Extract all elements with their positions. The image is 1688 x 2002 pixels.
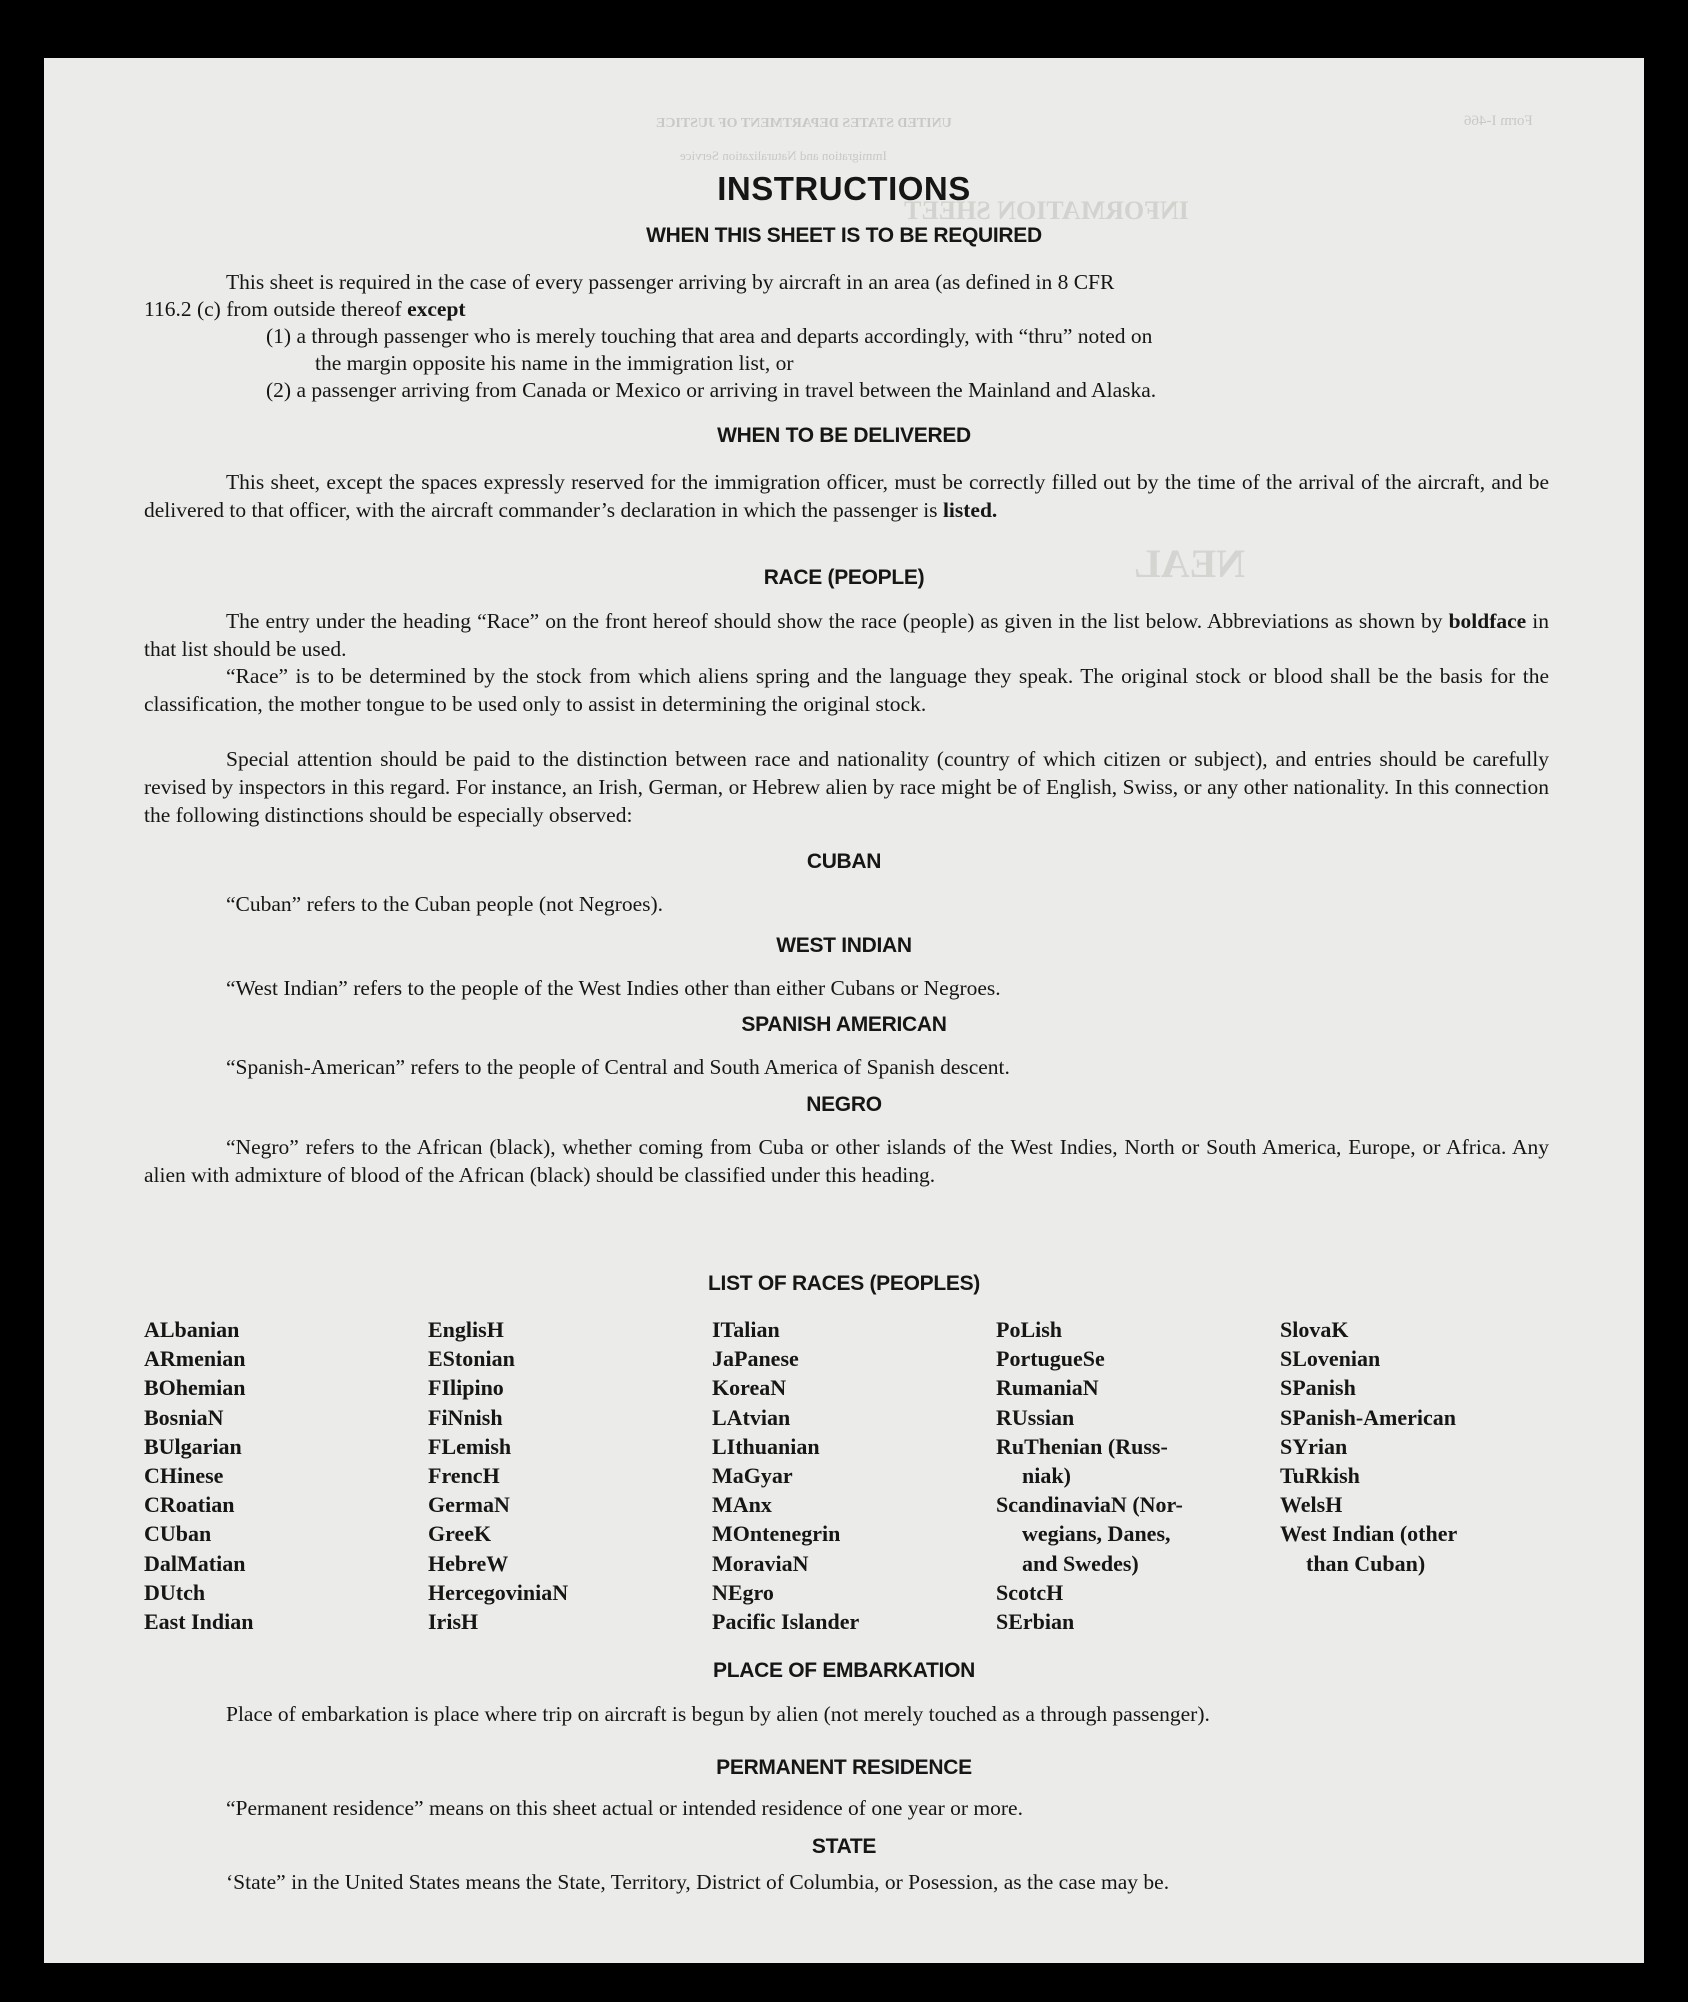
race-item: JaPanese <box>712 1346 799 1372</box>
race-item: East Indian <box>144 1609 254 1635</box>
race-item: ALbanian <box>144 1317 240 1342</box>
race-item: SPanish-American <box>1280 1404 1456 1430</box>
race-item: WelsH <box>1280 1492 1343 1518</box>
race-p1-boldface: boldface <box>1448 609 1527 633</box>
instruction-sheet <box>44 58 1644 1963</box>
west-indian-text: “West Indian” refers to the people of the West Indies other than either Cubans or Negroes. <box>226 976 1001 1000</box>
race-item: ARmenian <box>144 1346 246 1372</box>
races-column-3 <box>712 1315 859 1636</box>
race-item: CHinese <box>144 1463 224 1489</box>
race-item: and Swedes) <box>1022 1550 1139 1576</box>
race-item: LIthuanian <box>712 1433 820 1459</box>
race-item: niak) <box>1022 1463 1071 1489</box>
heading-race: RACE (PEOPLE) <box>763 566 925 589</box>
race-item: HercegoviniaN <box>428 1579 569 1605</box>
race-item: FLemish <box>428 1433 512 1459</box>
when-delivered-listed: listed. <box>942 498 998 522</box>
race-item: PortugueSe <box>996 1346 1105 1372</box>
race-item: FiNnish <box>428 1404 503 1430</box>
heading-state: STATE <box>811 1835 877 1858</box>
when-required-item1-line1: (1) a through passenger who is merely touching that area and departs accordingly, with “thru” noted on <box>266 324 1153 348</box>
race-item: wegians, Danes, <box>1022 1521 1171 1547</box>
bleed-through-service: Immigration and Naturalization Service <box>680 148 887 163</box>
when-delivered-body: This sheet, except the spaces expressly reserved for the immigration officer, must be correctly filled out by the time of the arrival of the aircraft, and be delivered to that officer, with the aircraft commander’s declaration in which the passenger is <box>144 470 1549 522</box>
race-item: FrencH <box>428 1463 500 1489</box>
races-column-2 <box>428 1315 568 1636</box>
heading-permanent-residence: PERMANENT RESIDENCE <box>716 1756 972 1779</box>
race-item: HebreW <box>428 1550 509 1576</box>
heading-west-indian: WEST INDIAN <box>776 934 912 957</box>
race-item: SlovaK <box>1280 1317 1349 1342</box>
race-item: IrisH <box>428 1609 479 1635</box>
race-item: EnglisH <box>428 1317 504 1342</box>
negro-text: “Negro” refers to the African (black), whether coming from Cuba or other islands of the West Indies, North or South America, Europe, or Africa. Any alien with admixture of blood of the African (black) should be classified under this heading. <box>144 1135 1549 1187</box>
races-column-5 <box>1280 1315 1457 1578</box>
state-text: ‘State” in the United States means the State, Territory, District of Columbia, or Posession, as the case may be. <box>226 1870 1170 1894</box>
race-item: ScandinaviaN (Nor- <box>996 1492 1183 1518</box>
race-item: BUlgarian <box>144 1433 242 1459</box>
bleed-through-form-no: Form I-466 <box>1464 113 1533 129</box>
race-item: KoreaN <box>712 1375 787 1401</box>
race-item: PoLish <box>996 1317 1063 1342</box>
race-item: SYrian <box>1280 1433 1348 1459</box>
races-column-4 <box>996 1315 1183 1636</box>
cuban-text: “Cuban” refers to the Cuban people (not Negroes). <box>226 892 664 916</box>
race-item: CUban <box>144 1521 212 1547</box>
race-item: DUtch <box>144 1579 206 1605</box>
race-item: EStonian <box>428 1346 515 1372</box>
races-column-1 <box>144 1315 253 1636</box>
race-item: SLovenian <box>1280 1346 1381 1372</box>
race-item: SErbian <box>996 1609 1075 1635</box>
race-p1-a: The entry under the heading “Race” on the front hereof should show the race (people) as given in the list below. Abbreviations as shown by <box>226 609 1449 633</box>
heading-negro: NEGRO <box>806 1093 882 1116</box>
page-title: INSTRUCTIONS <box>717 170 971 207</box>
heading-embarkation: PLACE OF EMBARKATION <box>713 1659 975 1682</box>
race-p1-c: in that list should be used. <box>144 609 1549 661</box>
race-paragraph-3: Special attention should be paid to the distinction between race and nationality (country of which citizen or subject), and entries should be carefully revised by inspectors in this regard. For instance, an Irish, German, or Hebrew alien by race might be of English, Swiss, or any other nationality. In this connection the following distinctions should be especially observed: <box>144 747 1549 827</box>
race-item: Pacific Islander <box>712 1609 860 1635</box>
race-item: RUssian <box>996 1404 1075 1430</box>
race-item: MOntenegrin <box>712 1521 841 1547</box>
race-item: RuThenian (Russ- <box>996 1433 1168 1459</box>
bleed-through-dept: UNITED STATES DEPARTMENT OF JUSTICE <box>656 116 952 131</box>
race-item: LAtvian <box>712 1404 791 1430</box>
race-item: RumaniaN <box>996 1375 1099 1401</box>
heading-list-of-races: LIST OF RACES (PEOPLES) <box>708 1272 980 1295</box>
race-item: NEgro <box>712 1579 774 1605</box>
heading-cuban: CUBAN <box>806 850 882 873</box>
when-required-item1-line2: the margin opposite his name in the immigration list, or <box>315 351 794 375</box>
race-item: FIlipino <box>428 1375 504 1401</box>
race-item: BOhemian <box>144 1375 246 1401</box>
when-required-line2 <box>144 295 466 323</box>
race-item: ITalian <box>712 1317 780 1342</box>
race-item: BosniaN <box>144 1404 224 1430</box>
race-item: MAnx <box>712 1492 772 1518</box>
bleed-through-title: INFORMATION SHEET <box>904 196 1189 225</box>
race-item: ScotcH <box>996 1579 1064 1605</box>
embarkation-text: Place of embarkation is place where trip on aircraft is begun by alien (not merely touched as a through passenger). <box>226 1702 1210 1726</box>
permanent-residence-text: “Permanent residence” means on this sheet actual or intended residence of one year or more. <box>226 1796 1023 1820</box>
race-paragraph-1 <box>144 607 1549 663</box>
heading-when-required: WHEN THIS SHEET IS TO BE REQUIRED <box>646 224 1042 247</box>
race-paragraph-2: “Race” is to be determined by the stock from which aliens spring and the language they speak. The original stock or blood shall be the basis for the classification, the mother tongue to be used only to assist in determining the original stock. <box>144 664 1549 716</box>
heading-spanish-american: SPANISH AMERICAN <box>741 1013 947 1036</box>
when-required-except: except <box>407 297 466 321</box>
race-item: CRoatian <box>144 1492 235 1518</box>
bleed-through-name: NEAL <box>1134 541 1246 586</box>
race-item: TuRkish <box>1280 1463 1360 1489</box>
spanish-american-text: “Spanish-American” refers to the people of Central and South America of Spanish descent. <box>226 1055 1010 1079</box>
when-required-line2-text: 116.2 (c) from outside thereof <box>144 297 408 321</box>
when-delivered-text <box>144 468 1549 524</box>
race-item: DalMatian <box>144 1550 246 1576</box>
heading-when-delivered: WHEN TO BE DELIVERED <box>717 424 971 447</box>
race-item: GreeK <box>428 1521 492 1547</box>
when-required-item2: (2) a passenger arriving from Canada or Mexico or arriving in travel between the Mainland and Alaska. <box>266 378 1157 402</box>
when-required-line1: This sheet is required in the case of every passenger arriving by aircraft in an area (as defined in 8 CFR <box>226 270 1115 294</box>
race-item: MaGyar <box>712 1463 793 1489</box>
race-item: GermaN <box>428 1492 510 1518</box>
race-item: MoraviaN <box>712 1550 809 1576</box>
race-item: SPanish <box>1280 1375 1356 1401</box>
race-item: than Cuban) <box>1306 1550 1426 1576</box>
race-item: West Indian (other <box>1280 1521 1458 1547</box>
